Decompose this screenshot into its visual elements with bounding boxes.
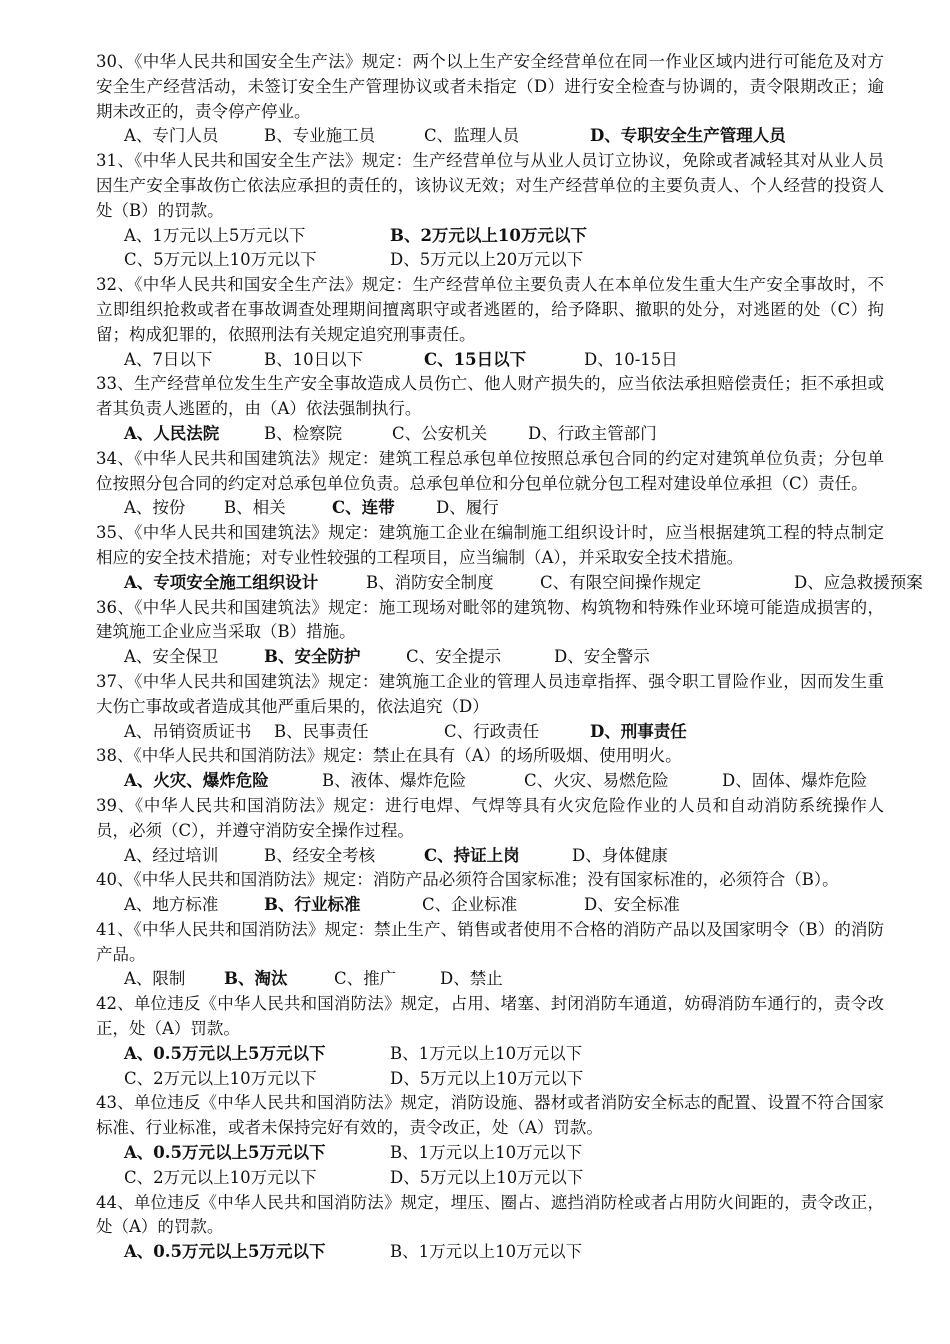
option-a: A、地方标准 — [124, 895, 219, 915]
options-row — [124, 496, 884, 521]
question-block — [96, 273, 884, 372]
options-row — [124, 844, 884, 869]
option-c: C、监理人员 — [424, 126, 520, 146]
question-block — [96, 50, 884, 149]
option-c: C、2万元以上10万元以下 — [124, 1167, 317, 1187]
question-text: 43、单位违反《中华人民共和国消防法》规定，消防设施、器材或者消防安全标志的配置、设置不符合国家标准、行业标准，或者未保持完好有效的，责令改正，处（A）罚款。 — [96, 1093, 884, 1138]
option-b: B、安全防护 — [264, 647, 361, 667]
question-text: 35、《中华人民共和国建筑法》规定：建筑施工企业在编制施工组织设计时，应当根据建筑工程的特点制定相应的安全技术措施；对专业性较强的工程项目，应当编制（A），并采取安全技术措施。 — [96, 523, 884, 567]
question-text: 39、《中华人民共和国消防法》规定：进行电焊、气焊等具有火灾危险作业的人员和自动消防系统操作人员，必须（C），并遵守消防安全操作过程。 — [96, 795, 884, 840]
question-block — [96, 992, 884, 1091]
options-row — [124, 224, 884, 249]
question-text: 36、《中华人民共和国建筑法》规定：施工现场对毗邻的建筑物、构筑物和特殊作业环境可能造成损害的，建筑施工企业应当采取（B）措施。 — [96, 597, 884, 642]
option-c: C、2万元以上10万元以下 — [124, 1068, 317, 1088]
option-a: A、经过培训 — [124, 845, 219, 865]
option-c: C、行政责任 — [444, 721, 540, 741]
option-a: A、安全保卫 — [124, 647, 219, 667]
option-d: D、10-15日 — [584, 349, 678, 369]
option-c: C、5万元以上10万元以下 — [124, 250, 317, 270]
option-c: C、安全提示 — [406, 647, 502, 667]
option-b: B、10日以下 — [264, 349, 364, 369]
option-c: C、推广 — [334, 969, 397, 989]
question-text: 30、《中华人民共和国安全生产法》规定：两个以上生产安全经营单位在同一作业区域内进行可能危及对方安全生产经营活动，未签订安全生产管理协议或者未指定（D）进行安全检查与协调的，责令限期改正；逾期未改正的，责令停产停业。 — [96, 52, 884, 121]
option-b: B、液体、爆炸危险 — [322, 771, 467, 791]
option-a: A、吊销资质证书 — [124, 721, 252, 741]
question-text: 31、《中华人民共和国安全生产法》规定：生产经营单位与从业人员订立协议，免除或者减轻其对从业人员因生产安全事故伤亡依法应承担的责任的，该协议无效；对生产经营单位的主要负责人、个人经营的投资人处（B）的罚款。 — [96, 151, 884, 220]
question-text: 41、《中华人民共和国消防法》规定：禁止生产、销售或者使用不合格的消防产品以及国家明令（B）的消防产品。 — [96, 919, 884, 964]
option-d: D、禁止 — [440, 969, 503, 989]
option-b: B、相关 — [224, 498, 286, 518]
question-block — [96, 1091, 884, 1190]
option-b: B、1万元以上10万元以下 — [390, 1143, 583, 1163]
option-a: A、0.5万元以上5万元以下 — [124, 1043, 326, 1063]
option-d: D、刑事责任 — [590, 721, 687, 741]
option-a: A、火灾、爆炸危险 — [124, 771, 269, 791]
question-block — [96, 447, 884, 521]
option-b: B、消防安全制度 — [366, 572, 494, 592]
question-block — [96, 868, 884, 918]
options-row — [124, 422, 884, 447]
options-row — [124, 893, 884, 918]
option-a: A、按份 — [124, 498, 186, 518]
option-b: B、经安全考核 — [264, 845, 376, 865]
option-b: B、行业标准 — [264, 895, 361, 915]
option-a: A、专项安全施工组织设计 — [124, 572, 319, 592]
option-b: B、专业施工员 — [264, 126, 376, 146]
option-c: C、有限空间操作规定 — [540, 572, 702, 592]
option-b: B、淘汰 — [224, 969, 288, 989]
option-b: B、检察院 — [264, 423, 343, 443]
question-block — [96, 1191, 884, 1265]
options-row — [124, 1141, 884, 1166]
option-a: A、7日以下 — [124, 349, 213, 369]
option-d: D、5万元以上10万元以下 — [390, 1167, 584, 1187]
question-text: 34、《中华人民共和国建筑法》规定：建筑工程总承包单位按照总承包合同的约定对建筑单位负责；分包单位按照分包合同的约定对总承包单位负责。总承包单位和分包单位就分包工程对建设单位承担（C）责任。 — [96, 448, 884, 493]
option-d: D、身体健康 — [572, 845, 668, 865]
option-c: C、企业标准 — [422, 895, 518, 915]
question-block — [96, 149, 884, 273]
option-d: D、固体、爆炸危险 — [722, 771, 868, 791]
options-row — [124, 124, 884, 149]
options-row — [124, 1166, 884, 1191]
options-row — [124, 645, 884, 670]
options-row — [124, 769, 884, 794]
option-d: D、行政主管部门 — [528, 423, 657, 443]
options-row — [124, 720, 884, 745]
question-block — [96, 521, 923, 595]
option-a: A、1万元以上5万元以下 — [124, 225, 306, 245]
options-row — [124, 1042, 884, 1067]
options-row — [124, 571, 923, 596]
options-row — [124, 1067, 884, 1092]
question-block — [96, 794, 884, 868]
question-block — [96, 744, 884, 794]
option-d: D、安全警示 — [554, 647, 650, 667]
question-text: 33、生产经营单位发生生产安全事故造成人员伤亡、他人财产损失的，应当依法承担赔偿责任；拒不承担或者其负责人逃匿的，由（A）依法强制执行。 — [96, 374, 884, 419]
options-row — [124, 1240, 884, 1265]
option-c: C、持证上岗 — [424, 845, 520, 865]
option-d: D、履行 — [436, 498, 499, 518]
option-a: A、0.5万元以上5万元以下 — [124, 1242, 326, 1262]
option-b: B、民事责任 — [274, 721, 369, 741]
question-text: 38、《中华人民共和国消防法》规定：禁止在具有（A）的场所吸烟、使用明火。 — [96, 746, 682, 766]
question-text: 32、《中华人民共和国安全生产法》规定：生产经营单位主要负责人在本单位发生重大生产安全事故时，不立即组织抢救或者在事故调查处理期间擅离职守或者逃匿的，给予降职、撤职的处分，对逃匿的处（C）拘留；构成犯罪的，依照刑法有关规定追究刑事责任。 — [96, 275, 884, 344]
option-a: A、0.5万元以上5万元以下 — [124, 1143, 326, 1163]
option-d: D、5万元以上10万元以下 — [390, 1068, 584, 1088]
options-row — [124, 967, 884, 992]
options-row — [124, 248, 884, 273]
option-d: D、安全标准 — [584, 895, 680, 915]
option-b: B、1万元以上10万元以下 — [390, 1043, 583, 1063]
question-text: 40、《中华人民共和国消防法》规定：消防产品必须符合国家标准；没有国家标准的，必须符合（B）。 — [96, 870, 839, 890]
question-text: 42、单位违反《中华人民共和国消防法》规定，占用、堵塞、封闭消防车通道，妨碍消防车通行的，责令改正，处（A）罚款。 — [96, 994, 884, 1039]
option-c: C、15日以下 — [424, 349, 527, 369]
option-d: D、5万元以上20万元以下 — [390, 250, 584, 270]
option-b: B、2万元以上10万元以下 — [390, 225, 587, 245]
option-c: C、火灾、易燃危险 — [524, 771, 669, 791]
option-a: A、人民法院 — [124, 423, 220, 443]
question-text: 37、《中华人民共和国建筑法》规定：建筑施工企业的管理人员违章指挥、强令职工冒险作业，因而发生重大伤亡事故或者造成其他严重后果的，依法追究（D） — [96, 671, 884, 716]
option-c: C、公安机关 — [392, 423, 488, 443]
option-a: A、限制 — [124, 969, 186, 989]
option-d: D、专职安全生产管理人员 — [590, 126, 786, 146]
question-text: 44、单位违反《中华人民共和国消防法》规定，埋压、圈占、遮挡消防栓或者占用防火间距的，责令改正，处（A）的罚款。 — [96, 1192, 884, 1237]
option-b: B、1万元以上10万元以下 — [390, 1242, 583, 1262]
question-block — [96, 670, 884, 744]
question-block — [96, 596, 884, 670]
question-block — [96, 918, 884, 992]
options-row — [124, 348, 884, 373]
question-block — [96, 372, 884, 446]
option-a: A、专门人员 — [124, 126, 219, 146]
option-d: D、应急救援预案 — [794, 572, 923, 592]
option-c: C、连带 — [332, 498, 395, 518]
